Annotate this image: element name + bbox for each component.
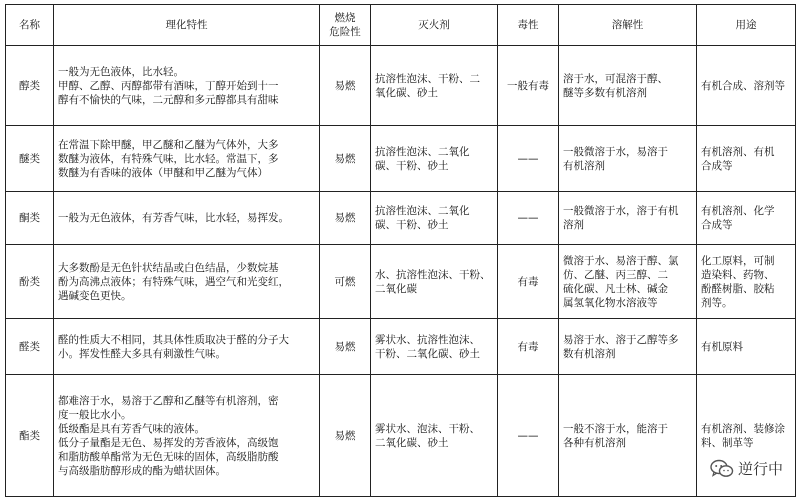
solubility-line: 一般不溶于水，能溶于 xyxy=(563,422,668,435)
use-line: 化工原料，可制 xyxy=(701,254,775,267)
use-line: 有机溶剂、装修涂 xyxy=(701,422,785,435)
wechat-icon xyxy=(710,459,734,479)
cell-toxicity: —— xyxy=(498,192,559,245)
cell-solubility xyxy=(559,319,697,375)
extinguish-line: 二氧化碳、砂土 xyxy=(375,436,449,449)
cell-props xyxy=(54,126,320,192)
header-toxicity: 毒性 xyxy=(498,5,559,46)
extinguish-line: 碳、干粉、砂土 xyxy=(375,159,449,172)
solubility-line: 仿、乙醚、丙三醇、二 xyxy=(563,268,668,281)
cell-props xyxy=(54,375,320,497)
props-line: 小。挥发性醛大多具有刺激性气味。 xyxy=(58,347,226,360)
header-hazard-line: 燃烧 xyxy=(334,12,356,24)
props-line: 醛的性质大不相同，其具体性质取决于醛的分子大 xyxy=(58,333,289,346)
table-row xyxy=(6,126,796,192)
cell-hazard: 易燃 xyxy=(320,375,371,497)
header-hazard xyxy=(320,5,371,46)
cell-extinguish xyxy=(371,245,498,319)
solubility-line: 醚等多数有机溶剂 xyxy=(563,86,647,99)
props-line: 与高级脂肪醇形成的酯为蜡状固体。 xyxy=(58,464,226,477)
cell-solubility xyxy=(559,375,697,497)
extinguish-line: 抗溶性泡沫、二氧化 xyxy=(375,205,470,217)
header-solubility: 溶解性 xyxy=(559,5,697,46)
cell-use xyxy=(697,126,796,192)
watermark-text: 逆行中 xyxy=(737,460,783,478)
solubility-line: 一般微溶于水，易溶于 xyxy=(563,145,668,158)
props-line: 和脂肪酸单酯常为无色无味的固体，高级脂肪酸 xyxy=(58,450,279,463)
cell-extinguish xyxy=(371,192,498,245)
cell-toxicity: —— xyxy=(498,375,559,497)
cell-extinguish xyxy=(371,319,498,375)
solubility-line: 溶于水，可混溶于醇、 xyxy=(563,72,668,85)
cell-hazard: 易燃 xyxy=(320,319,371,375)
cell-name: 醚类 xyxy=(6,126,54,192)
props-line: 低级酯是具有芳香气味的液体。 xyxy=(58,422,205,435)
extinguish-line: 二氧化碳 xyxy=(375,282,417,295)
extinguish-line: 雾状水、泡沫、干粉、 xyxy=(375,422,480,435)
cell-hazard: 可燃 xyxy=(320,245,371,319)
solubility-line: 易溶于水、溶于乙醇等多 xyxy=(563,333,679,346)
header-hazard-line: 危险性 xyxy=(329,26,361,38)
table-row xyxy=(6,375,796,497)
cell-use xyxy=(697,245,796,319)
extinguish-line: 干粉、二氧化碳、砂土 xyxy=(375,347,480,360)
table-row xyxy=(6,245,796,319)
cell-props xyxy=(54,245,320,319)
cell-use xyxy=(697,192,796,245)
props-line: 数醚为液体，有特殊气味，比水轻。常温下，多 xyxy=(58,152,279,165)
solubility-line: 数有机溶剂 xyxy=(563,347,616,360)
use-line: 剂等。 xyxy=(701,296,733,309)
use-line: 造染料、药物、 xyxy=(701,268,775,281)
use-line: 酚醛树脂、胶粘 xyxy=(701,282,775,295)
extinguish-line: 碳、干粉、砂土 xyxy=(375,219,449,231)
cell-hazard: 易燃 xyxy=(320,46,371,126)
table-row xyxy=(6,319,796,375)
solubility-line: 微溶于水、易溶于醇、氯 xyxy=(563,254,679,267)
use-line: 合成等 xyxy=(701,159,733,172)
extinguish-line: 水、抗溶性泡沫、干粉、 xyxy=(375,268,491,281)
cell-toxicity: 一般有毒 xyxy=(498,46,559,126)
props-line: 酚为高沸点液体；有特殊气味，遇空气和光变红， xyxy=(58,275,289,288)
extinguish-line: 抗溶性泡沫、干粉、二 xyxy=(375,72,480,85)
use-line: 有机合成、溶剂等 xyxy=(701,79,785,92)
table-row xyxy=(6,192,796,245)
cell-toxicity: —— xyxy=(498,126,559,192)
cell-extinguish xyxy=(371,46,498,126)
props-line: 数醚为有香味的液体（甲醚和甲乙醚为气体） xyxy=(58,166,268,179)
header-row xyxy=(6,5,796,46)
props-line: 甲醇、乙醇、丙醇都带有酒味，丁醇开始到十一 xyxy=(58,79,279,92)
cell-props xyxy=(54,46,320,126)
use-line: 料、制革等 xyxy=(701,436,754,449)
use-line: 有机原料 xyxy=(701,340,743,353)
props-line: 度一般比水小。 xyxy=(58,408,132,421)
cell-solubility xyxy=(559,245,697,319)
props-line: 一般为无色液体，比水轻。 xyxy=(58,65,184,78)
cell-toxicity: 有毒 xyxy=(498,245,559,319)
solubility-line: 有机溶剂 xyxy=(563,159,605,172)
header-extinguish: 灭火剂 xyxy=(371,5,498,46)
use-line: 有机溶剂、有机 xyxy=(701,145,775,158)
solubility-line: 一般微溶于水，溶于有机 xyxy=(563,205,679,217)
cell-toxicity: 有毒 xyxy=(498,319,559,375)
solubility-line: 硫化碳、凡士林、碱金 xyxy=(563,282,668,295)
cell-name: 醇类 xyxy=(6,46,54,126)
extinguish-line: 氧化碳、砂土 xyxy=(375,86,438,99)
props-line: 遇碱变色更快。 xyxy=(58,289,132,302)
cell-extinguish xyxy=(371,375,498,497)
cell-hazard: 易燃 xyxy=(320,192,371,245)
cell-use xyxy=(697,46,796,126)
cell-name: 醛类 xyxy=(6,319,54,375)
header-name: 名称 xyxy=(6,5,54,46)
table-row xyxy=(6,46,796,126)
cell-name: 酯类 xyxy=(6,375,54,497)
cell-hazard: 易燃 xyxy=(320,126,371,192)
solubility-line: 各种有机溶剂 xyxy=(563,436,626,449)
cell-extinguish xyxy=(371,126,498,192)
cell-use xyxy=(697,319,796,375)
cell-name: 酚类 xyxy=(6,245,54,319)
props-line: 大多数酚是无色针状结晶或白色结晶，少数烷基 xyxy=(58,261,279,274)
cell-name: 酮类 xyxy=(6,192,54,245)
use-line: 合成等 xyxy=(701,219,733,231)
props-line: 一般为无色液体，有芳香气味，比水轻，易挥发。 xyxy=(58,212,289,224)
cell-solubility xyxy=(559,126,697,192)
chemical-properties-table xyxy=(5,4,796,497)
use-line: 有机溶剂、化学 xyxy=(701,205,775,217)
cell-props xyxy=(54,319,320,375)
extinguish-line: 抗溶性泡沫、二氧化 xyxy=(375,145,470,158)
cell-solubility xyxy=(559,46,697,126)
props-line: 都难溶于水，易溶于乙醇和乙醚等有机溶剂，密 xyxy=(58,394,279,407)
header-props: 理化特性 xyxy=(54,5,320,46)
watermark xyxy=(707,457,786,480)
extinguish-line: 雾状水、抗溶性泡沫、 xyxy=(375,333,480,346)
header-use: 用途 xyxy=(697,5,796,46)
solubility-line: 属氢氧化物水溶液等 xyxy=(563,296,658,309)
cell-solubility xyxy=(559,192,697,245)
props-line: 低分子量酯是无色、易挥发的芳香液体，高级饱 xyxy=(58,436,279,449)
cell-props xyxy=(54,192,320,245)
props-line: 在常温下除甲醚，甲乙醚和乙醚为气体外，大多 xyxy=(58,138,279,151)
solubility-line: 溶剂 xyxy=(563,219,584,231)
props-line: 醇有不愉快的气味，二元醇和多元醇都具有甜味 xyxy=(58,93,279,106)
